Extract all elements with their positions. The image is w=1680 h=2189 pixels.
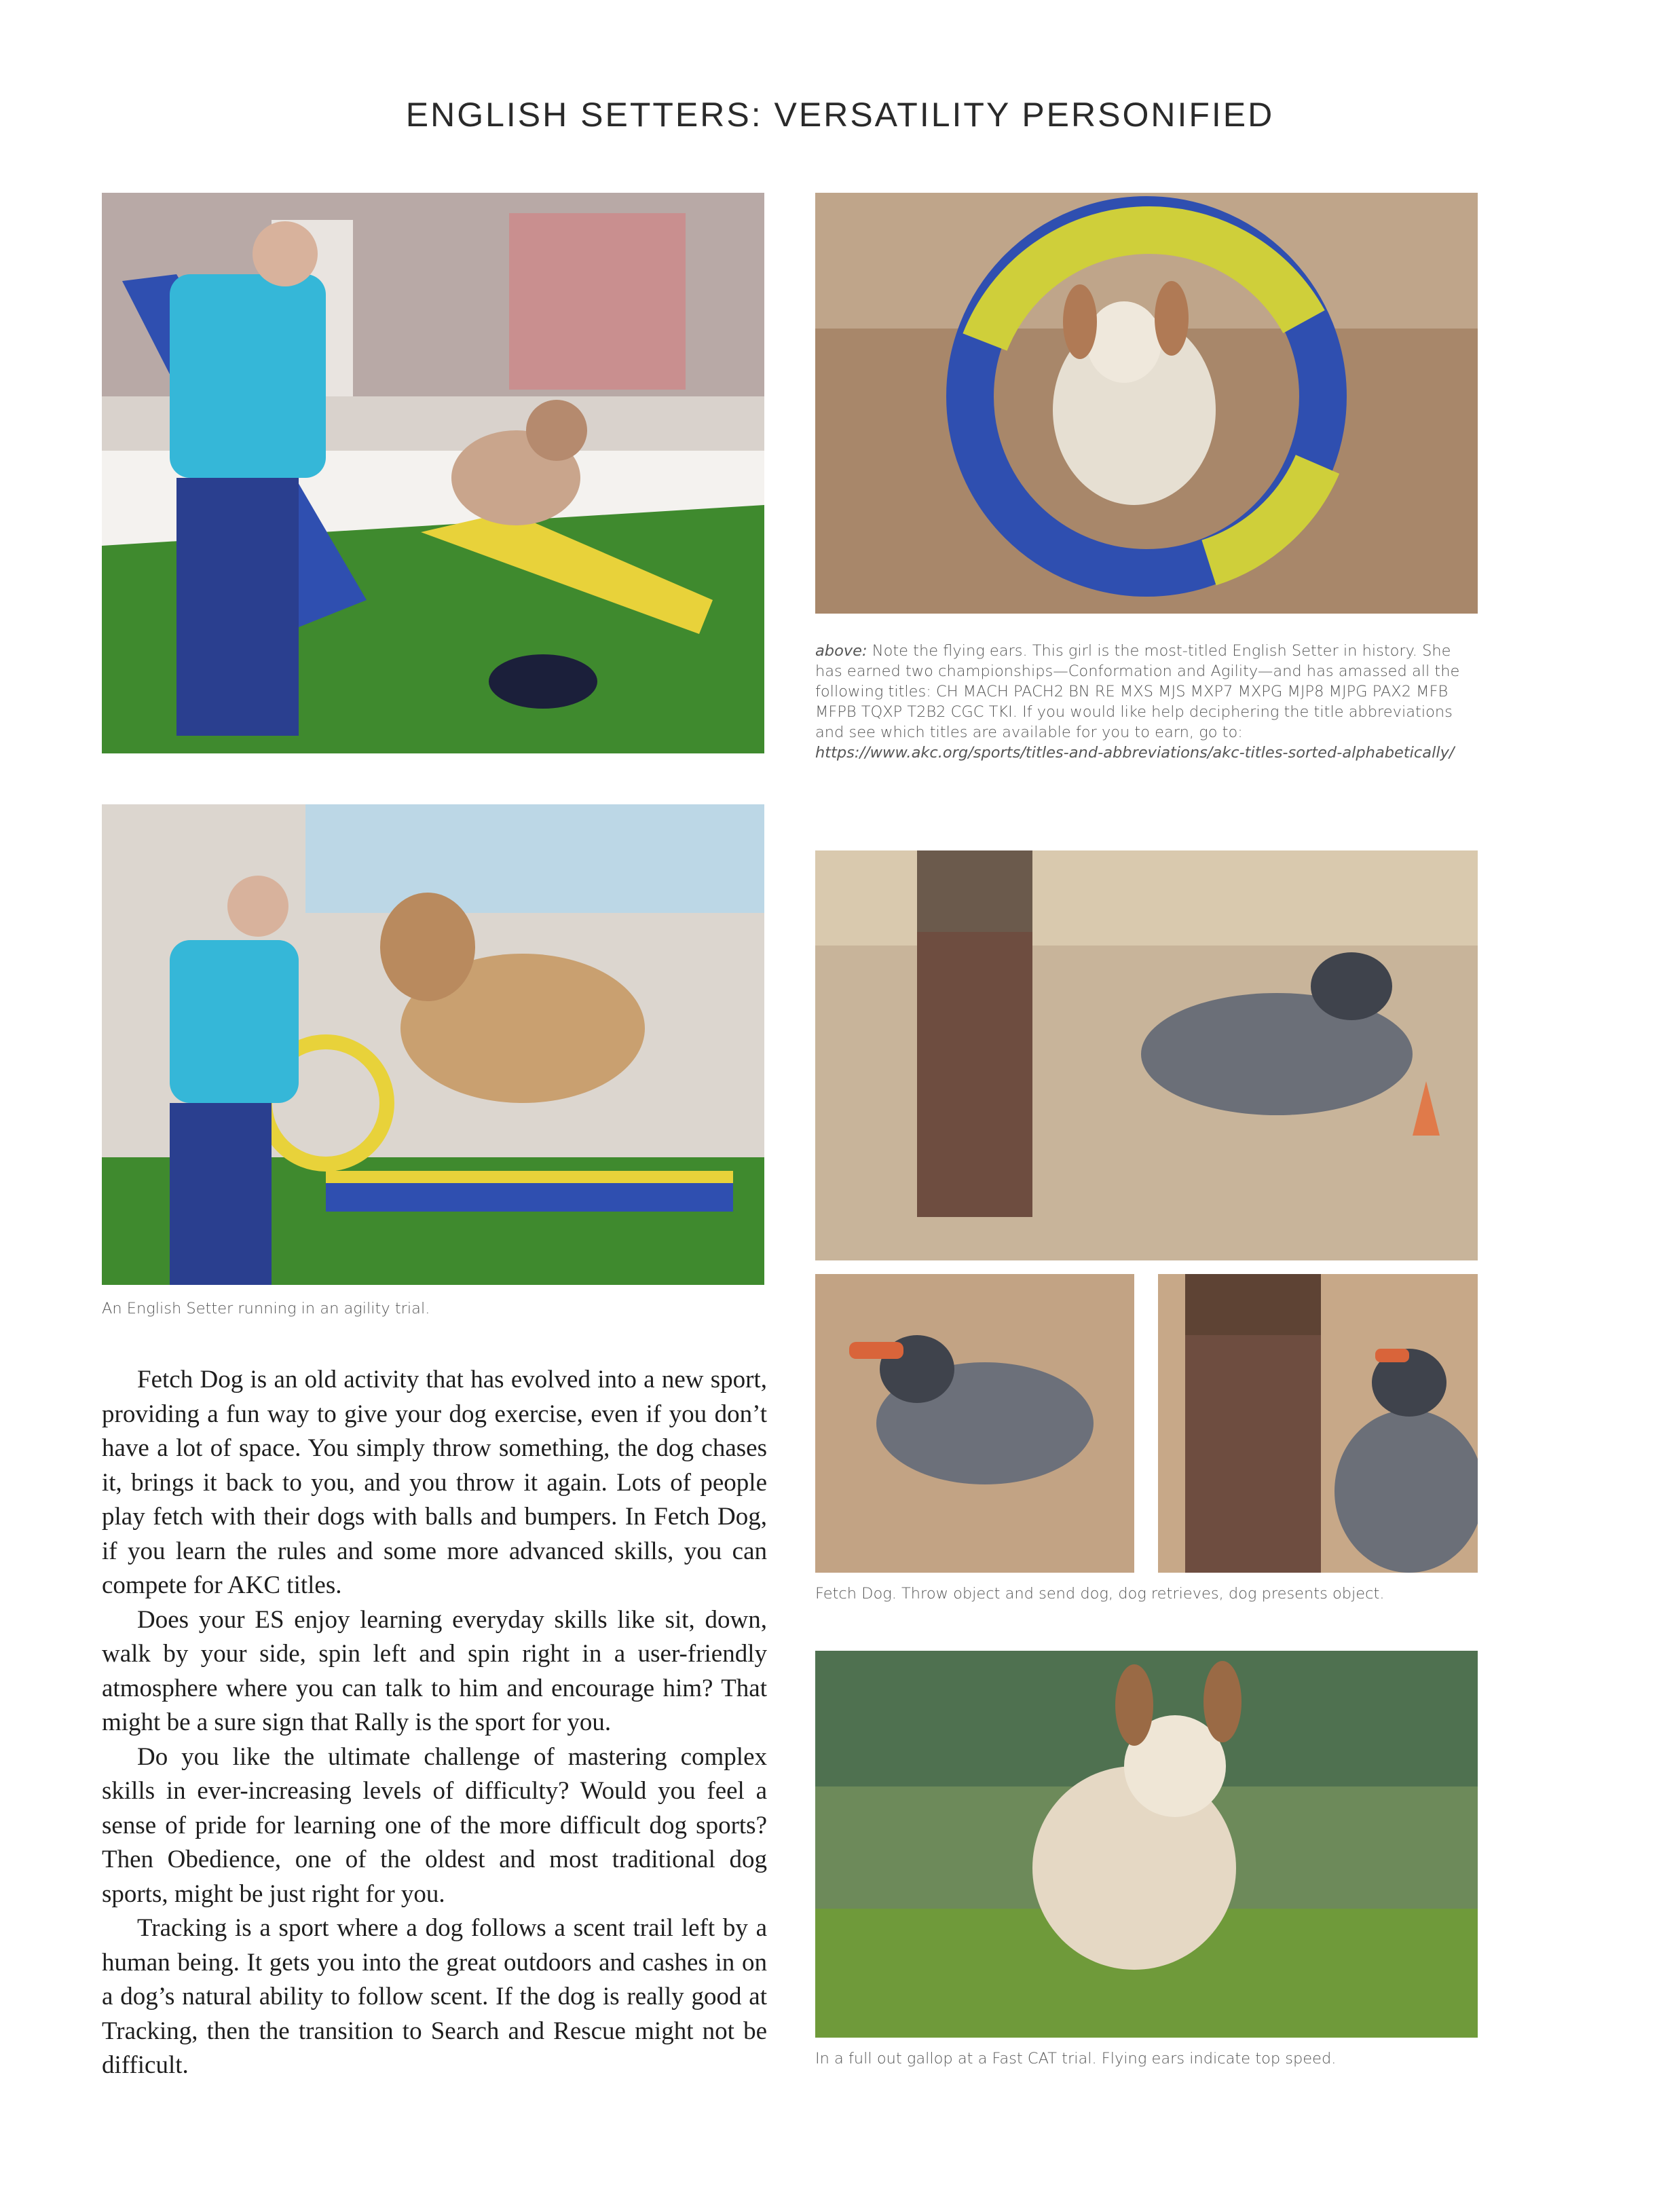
page-title: ENGLISH SETTERS: VERSATILITY PERSONIFIED: [405, 96, 1275, 134]
paragraph-tracking: Tracking is a sport where a dog follows a scent trail left by a human being. It gets you into the great outdoors and cashes in on a dog’s natural ability to follow scent. If the dog is really good at Tracking, then the transition to Search and Rescue might not be difficult.: [102, 1914, 767, 2079]
caption-text: Note the flying ears. This girl is the most-titled English Setter in history. She has earned two championships—Conformation and Agility—and has amassed all the following titles: CH MACH PACH2 BN RE MXS MJS MXP7 MXPG MJP8 MJPG PAX2 MFB MFPB TQXP T2B2 CGC TKI. If you would like help deciphering the title abbreviations and see which titles are available for you to earn, go to:: [815, 642, 1460, 741]
agility-caption: An English Setter running in an agility trial.: [102, 1300, 430, 1317]
akc-titles-link[interactable]: https://www.akc.org/sports/titles-and-abbreviations/akc-titles-sorted-alphabetically/: [815, 744, 1455, 762]
paragraph-obedience: Do you like the ultimate challenge of mastering complex skills in ever-increasing levels of difficulty? Would you feel a sense of pride for learning one of the more difficult dog sports? Then Obedience, one of the oldest and most traditional dog sports, might be just right for you.: [102, 1742, 767, 1908]
fast-cat-caption: In a full out gallop at a Fast CAT trial. Flying ears indicate top speed.: [815, 2050, 1337, 2068]
fetch-caption: Fetch Dog. Throw object and send dog, dog retrieves, dog presents object.: [815, 1585, 1385, 1603]
agility-table-photo: [102, 804, 764, 1285]
fetch-retrieve-photo: [815, 1274, 1134, 1573]
paragraph-rally: Does your ES enjoy learning everyday skills like sit, down, walk by your side, spin left and spin right in a user-friendly atmosphere where you can talk to him and encourage him? That might be a sure sign that Rally is the sport for you.: [102, 1605, 767, 1736]
paragraph-fetch-dog: Fetch Dog is an old activity that has evolved into a new sport, providing a fun way to give your dog exercise, even if you don’t have a lot of space. You simply throw something, the dog chases it, brings it back to you, and you throw it again. Lots of people play fetch with their dogs with balls and bumpers. In Fetch Dog, if you learn the rules and some more advanced skills, you can compete for AKC titles.: [102, 1366, 767, 1599]
fetch-present-photo: [1158, 1274, 1478, 1573]
agility-dogwalk-photo: [102, 193, 764, 753]
tire-jump-caption: [815, 641, 1478, 763]
caption-label: above:: [815, 642, 867, 660]
article-body: [102, 1363, 767, 2083]
fetch-running-photo: [815, 850, 1478, 1260]
tire-jump-photo: [815, 193, 1478, 614]
fast-cat-photo: [815, 1651, 1478, 2038]
